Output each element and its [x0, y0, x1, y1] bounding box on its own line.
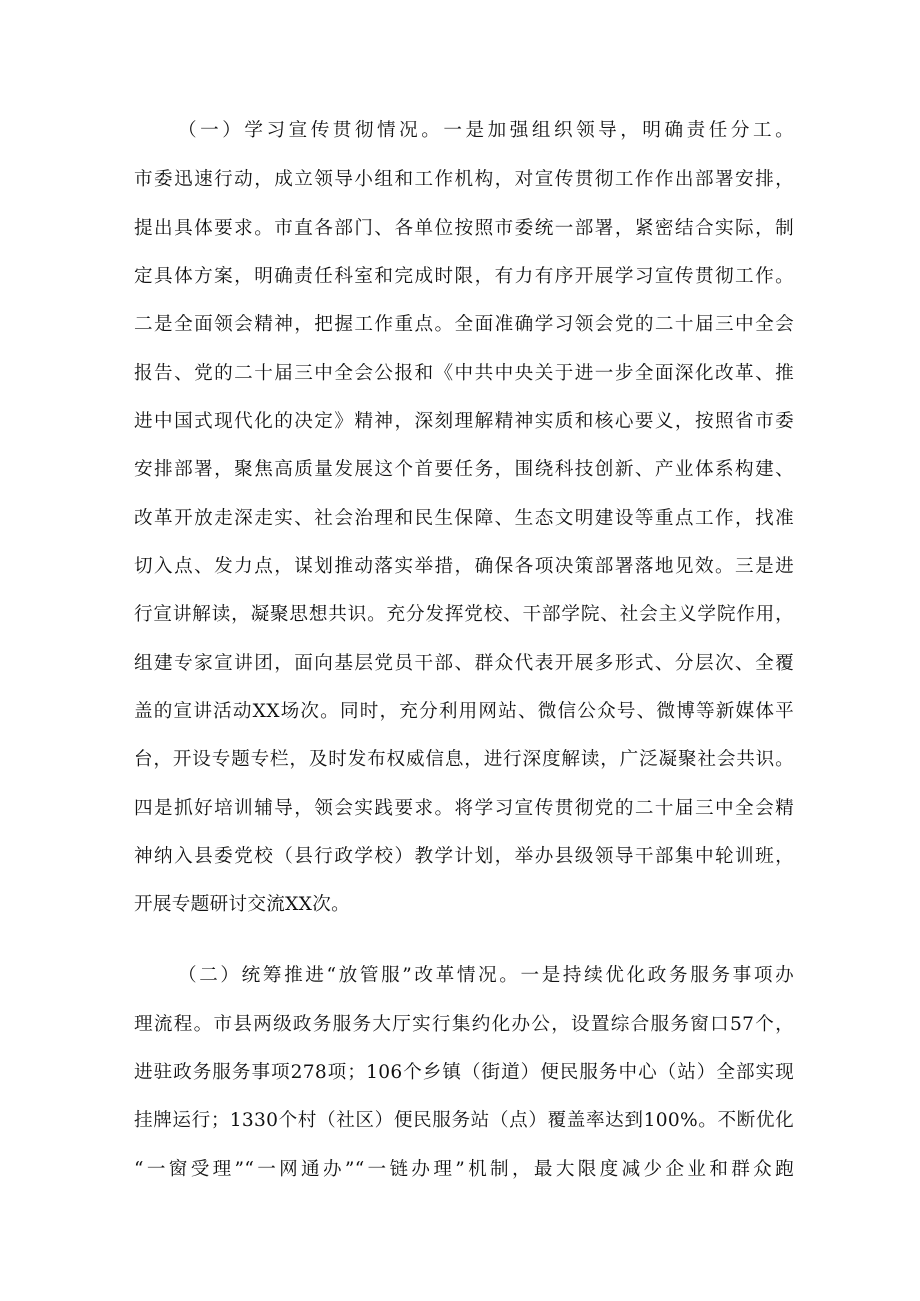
paragraph-line: 安排部署，聚焦高质量发展这个首要任务，围绕科技创新、产业体系构建、 — [134, 459, 794, 480]
paragraph-line: 盖的宣讲活动XX场次。同时，充分利用网站、微信公众号、微博等新媒体平 — [134, 701, 794, 722]
paragraph-line: 改革开放走深走实、社会治理和民生保障、生态文明建设等重点工作，找准 — [134, 508, 794, 529]
paragraph-line: “一窗受理”“一网通办”“一链办理”机制，最大限度减少企业和群众跑 — [134, 1159, 794, 1180]
paragraph-line: 切入点、发力点，谋划推动落实举措，确保各项决策部署落地见效。三是进 — [134, 556, 794, 577]
paragraph-line: 挂牌运行；1330个村（社区）便民服务站（点）覆盖率达到100%。不断优化 — [134, 1110, 794, 1131]
paragraph-line: （一）学习宣传贯彻情况。一是加强组织领导，明确责任分工。 — [178, 120, 794, 141]
paragraph-line: 进中国式现代化的决定》精神，深刻理解精神实质和核心要义，按照省市委 — [134, 411, 794, 432]
paragraph-line: 提出具体要求。市直各部门、各单位按照市委统一部署，紧密结合实际，制 — [134, 218, 794, 239]
paragraph-line: 报告、党的二十届三中全会公报和《中共中央关于进一步全面深化改革、推 — [134, 363, 794, 384]
paragraph-line: 市委迅速行动，成立领导小组和工作机构，对宣传贯彻工作作出部署安排， — [134, 169, 794, 190]
paragraph-line: 二是全面领会精神，把握工作重点。全面准确学习领会党的二十届三中全会 — [134, 314, 794, 335]
paragraph-line: 神纳入县委党校（县行政学校）教学计划，举办县级领导干部集中轮训班， — [134, 846, 794, 867]
paragraph-line: 台，开设专题专栏，及时发布权威信息，进行深度解读，广泛凝聚社会共识。 — [134, 749, 794, 770]
paragraph-line: 进驻政务服务事项278项；106个乡镇（街道）便民服务中心（站）全部实现 — [134, 1062, 794, 1083]
paragraph-line: 行宣讲解读，凝聚思想共识。充分发挥党校、干部学院、社会主义学院作用， — [134, 604, 794, 625]
paragraph-line: 组建专家宣讲团，面向基层党员干部、群众代表开展多形式、分层次、全覆 — [134, 653, 794, 674]
paragraph-line: 理流程。市县两级政务服务大厅实行集约化办公，设置综合服务窗口57个， — [134, 1014, 794, 1035]
paragraph-line: 开展专题研讨交流XX次。 — [134, 894, 351, 915]
paragraph-line: 四是抓好培训辅导，领会实践要求。将学习宣传贯彻党的二十届三中全会精 — [134, 798, 794, 819]
paragraph-line: （二）统筹推进“放管服”改革情况。一是持续优化政务服务事项办 — [178, 965, 794, 986]
paragraph-line: 定具体方案，明确责任科室和完成时限，有力有序开展学习宣传贯彻工作。 — [134, 266, 794, 287]
